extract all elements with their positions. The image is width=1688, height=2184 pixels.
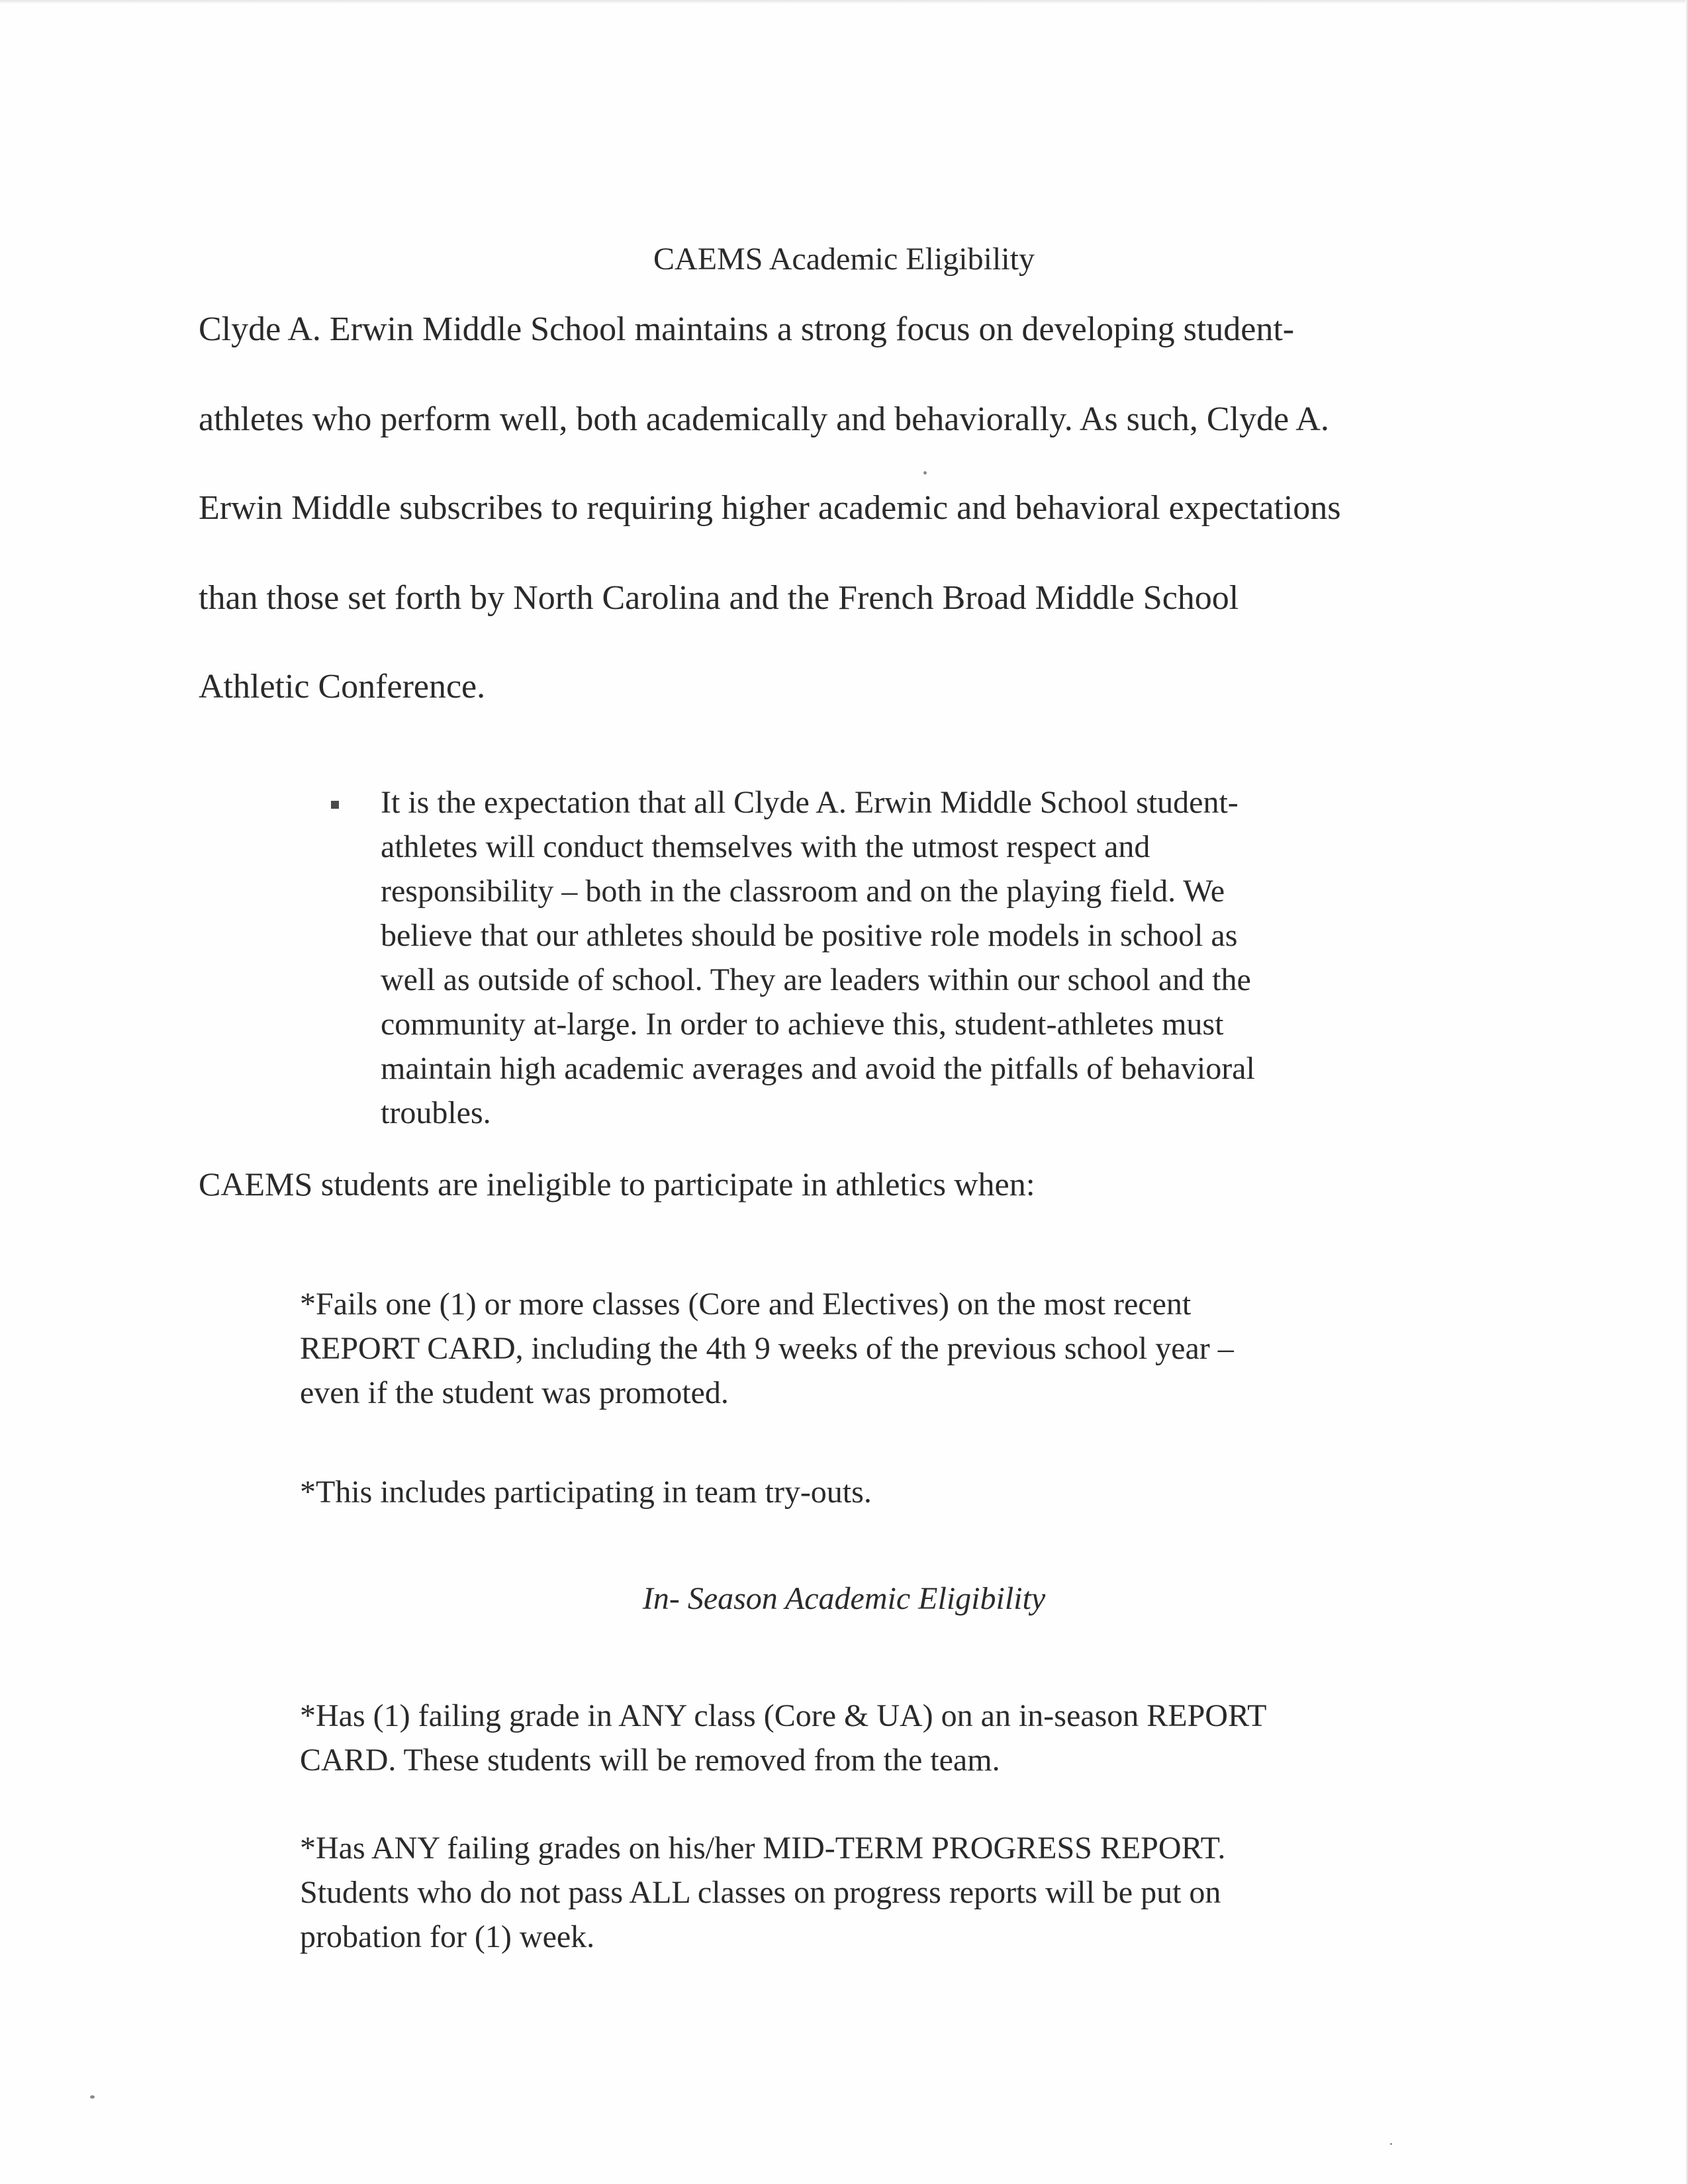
intro-line: Athletic Conference. [199, 668, 486, 705]
scan-speck [90, 2095, 95, 2099]
ineligible-rule-line: even if the student was promoted. [300, 1375, 729, 1410]
in-season-heading: In- Season Academic Eligibility [642, 1581, 1046, 1616]
square-bullet-icon [331, 801, 339, 809]
bullet-line: athletes will conduct themselves with the utmost respect and [381, 829, 1150, 864]
scan-edge-right [1685, 0, 1688, 2184]
bullet-line: It is the expectation that all Clyde A. Erwin Middle School student- [381, 785, 1239, 820]
intro-line: than those set forth by North Carolina and the French Broad Middle School [199, 579, 1239, 617]
ineligible-rule-line: *Fails one (1) or more classes (Core and Electives) on the most recent [300, 1287, 1192, 1322]
in-season-rule-line: *Has (1) failing grade in ANY class (Core & UA) on an in-season REPORT [300, 1698, 1267, 1733]
intro-line: Erwin Middle subscribes to requiring higher academic and behavioral expectations [199, 489, 1341, 527]
bullet-line: community at-large. In order to achieve this, student-athletes must [381, 1007, 1224, 1042]
intro-line: athletes who perform well, both academically and behaviorally. As such, Clyde A. [199, 400, 1329, 438]
intro-line: Clyde A. Erwin Middle School maintains a strong focus on developing student- [199, 310, 1295, 348]
in-season-rule-line: probation for (1) week. [300, 1919, 595, 1954]
bullet-line: well as outside of school. They are leaders within our school and the [381, 962, 1251, 997]
scan-speck [923, 471, 927, 475]
document-title: CAEMS Academic Eligibility [653, 242, 1035, 277]
bullet-line: maintain high academic averages and avoid the pitfalls of behavioral [381, 1051, 1255, 1086]
ineligible-heading: CAEMS students are ineligible to participate in athletics when: [199, 1165, 1035, 1203]
in-season-rule-line: *Has ANY failing grades on his/her MID-TERM PROGRESS REPORT. [300, 1831, 1226, 1866]
bullet-line: believe that our athletes should be positive role models in school as [381, 918, 1238, 953]
ineligible-rule-line: REPORT CARD, including the 4th 9 weeks of the previous school year – [300, 1331, 1234, 1366]
scan-speck [1390, 2143, 1392, 2145]
scan-edge-top [0, 0, 1688, 4]
bullet-line: responsibility – both in the classroom and on the playing field. We [381, 874, 1225, 909]
in-season-rule-line: Students who do not pass ALL classes on progress reports will be put on [300, 1875, 1221, 1910]
ineligible-rule-line: *This includes participating in team try-outs. [300, 1475, 872, 1510]
bullet-line: troubles. [381, 1095, 491, 1130]
in-season-rule-line: CARD. These students will be removed from the team. [300, 1743, 1000, 1778]
